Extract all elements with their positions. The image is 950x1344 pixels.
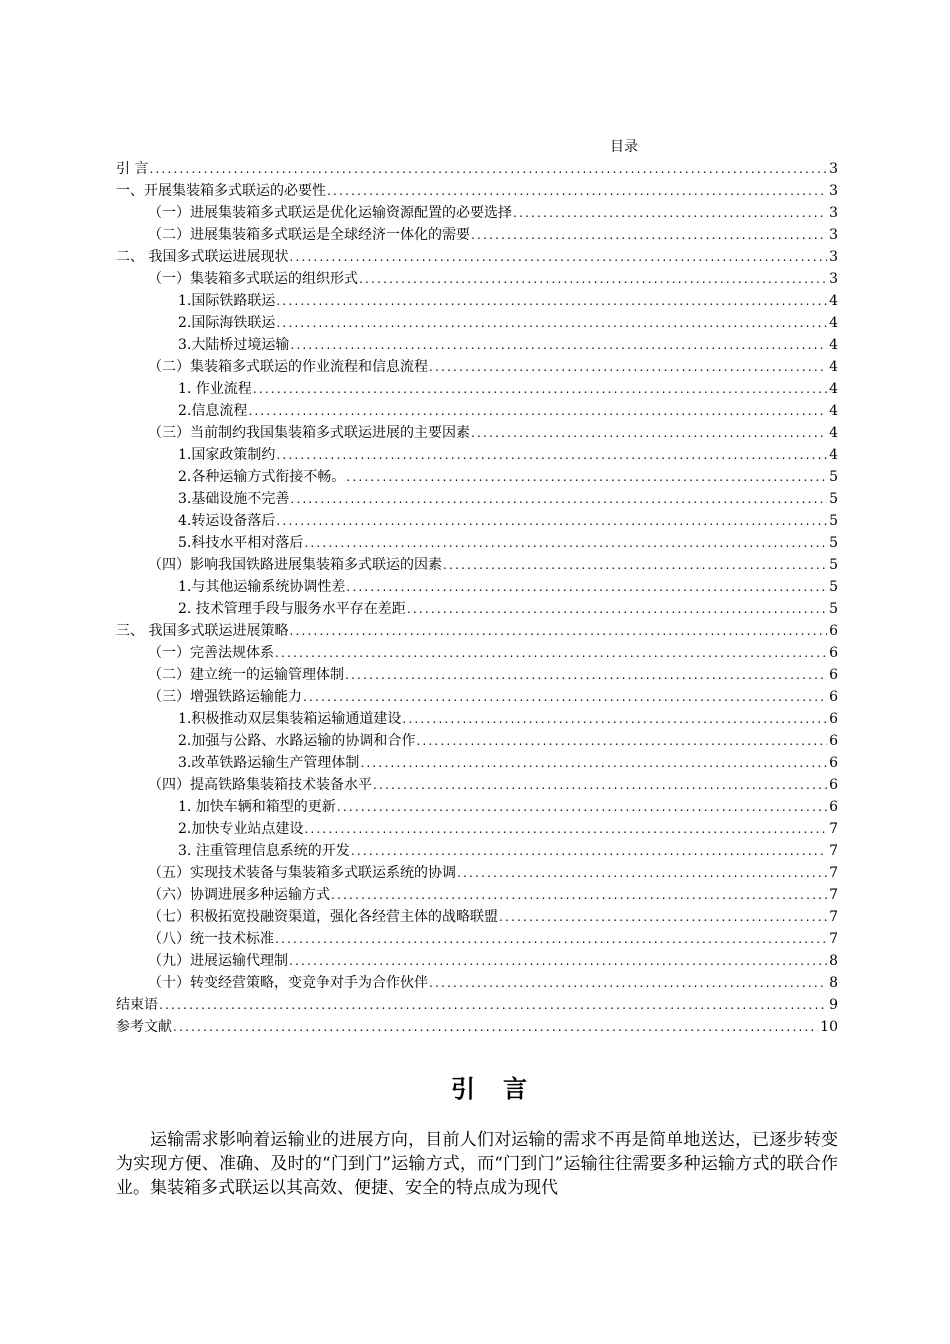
toc-leader-dots [149,159,827,179]
toc-page-number: 5 [829,469,838,485]
toc-page-number: 4 [829,403,838,419]
toc-entry-text: 2.加强与公路、水路运输的协调和合作 [178,733,416,749]
toc-entry-text: 4.转运设备落后 [178,513,276,529]
toc-entry-text: 3.大陆桥过境运输 [178,337,290,353]
toc-entry[interactable] [116,795,838,817]
toc-entry-text: 3.改革铁路运输生产管理体制 [178,755,360,771]
toc-entry-text: 2.加快专业站点建设 [178,821,304,837]
toc-entry-text: 2.信息流程 [178,403,248,419]
toc-entry-text: 3. 注重管理信息系统的开发 [178,843,350,859]
toc-entry[interactable] [116,509,838,531]
toc-entry[interactable] [116,993,838,1015]
toc-page-number: 3 [829,227,838,243]
toc-page-number: 3 [829,161,838,177]
toc-entry[interactable] [116,883,838,905]
toc-entry-text: 1.与其他运输系统协调性差 [178,579,346,595]
toc-entry-text: （二）建立统一的运输管理体制 [148,667,344,683]
toc-entry[interactable] [116,421,838,443]
toc-page-number: 3 [829,271,838,287]
toc-leader-dots [360,753,827,773]
toc-entry-text: 2. 技术管理手段与服务水平存在差距 [178,601,406,617]
toc-page-number: 6 [829,755,838,771]
toc-page-number: 4 [829,315,838,331]
toc-entry-text: 2.各种运输方式衔接不畅。 [178,469,346,485]
toc-page-number: 6 [829,645,838,661]
section-heading: 引言 [451,1074,555,1103]
toc-page-number: 4 [829,447,838,463]
toc-entry-text: 2.国际海铁联运 [178,315,276,331]
toc-entry[interactable] [116,641,838,663]
toc-entry[interactable] [116,531,838,553]
toc-leader-dots [407,599,827,619]
toc-page-number: 6 [829,777,838,793]
toc-page-number: 6 [829,623,838,639]
toc-entry[interactable] [116,399,838,421]
toc-entry-text: （二）集装箱多式联运的作业流程和信息流程 [148,359,428,375]
toc-page-number: 9 [829,997,838,1013]
toc-leader-dots [289,621,827,641]
toc-entry[interactable] [116,487,838,509]
toc-page-number: 10 [820,1019,838,1035]
toc-entry-text: 二、 我国多式联运进展现状 [116,249,289,265]
toc-page-number: 5 [829,601,838,617]
toc-leader-dots [346,467,827,487]
toc-entry-text: 1.国家政策制约 [178,447,276,463]
toc-leader-dots [253,379,827,399]
toc-leader-dots [275,929,827,949]
toc-page-number: 7 [829,821,838,837]
toc-page-number: 8 [829,975,838,991]
toc-entry[interactable] [116,707,838,729]
toc-page-number: 5 [829,535,838,551]
toc-leader-dots [345,665,827,685]
toc-leader-dots [289,247,827,267]
toc-entry-text: 1.积极推动双层集装箱运输通道建设 [178,711,402,727]
toc-page-number: 4 [829,359,838,375]
toc-leader-dots [471,423,827,443]
toc-entry[interactable] [116,751,838,773]
toc-leader-dots [303,687,827,707]
toc-entry[interactable] [116,773,838,795]
toc-entry-text: 1. 加快车辆和箱型的更新 [178,799,336,815]
toc-leader-dots [327,181,827,201]
toc-entry[interactable] [116,597,838,619]
toc-entry-text: （三）增强铁路运输能力 [148,689,302,705]
toc-entry-text: （一）完善法规体系 [148,645,274,661]
toc-entry[interactable] [116,619,838,641]
toc-leader-dots [373,775,827,795]
toc-entry[interactable] [116,553,838,575]
toc-leader-dots [351,841,827,861]
toc-page-number: 8 [829,953,838,969]
toc-page-number: 7 [829,931,838,947]
toc-page-number: 7 [829,865,838,881]
table-of-contents [116,157,838,1037]
toc-leader-dots [429,973,827,993]
toc-page-number: 4 [829,293,838,309]
toc-page-number: 5 [829,491,838,507]
toc-entry-text: （八）统一技术标准 [148,931,274,947]
toc-leader-dots [275,643,827,663]
toc-entry[interactable] [116,443,838,465]
toc-entry[interactable] [116,861,838,883]
toc-title: 目录 [610,139,638,155]
toc-entry-text: （一）集装箱多式联运的组织形式 [148,271,358,287]
toc-entry-text: （十）转变经营策略，变竞争对手为合作伙伴 [148,975,428,991]
toc-entry-text: （三）当前制约我国集装箱多式联运进展的主要因素 [148,425,470,441]
toc-entry[interactable] [116,663,838,685]
toc-entry-text: （九）进展运输代理制 [148,953,288,969]
toc-leader-dots [337,797,827,817]
toc-entry-text: （四）影响我国铁路进展集装箱多式联运的因素 [148,557,442,573]
toc-entry-text: （二）进展集装箱多式联运是全球经济一体化的需要 [148,227,470,243]
toc-entry-text: （一）进展集装箱多式联运是优化运输资源配置的必要选择 [148,205,512,221]
toc-page-number: 5 [829,579,838,595]
toc-entry-text: 一、开展集装箱多式联运的必要性 [116,183,326,199]
toc-leader-dots [304,819,827,839]
toc-entry[interactable] [116,927,838,949]
toc-entry[interactable] [116,355,838,377]
toc-leader-dots [402,709,827,729]
toc-entry-text: 1.国际铁路联运 [178,293,276,309]
toc-entry[interactable] [116,377,838,399]
toc-entry-text: 5.科技水平相对落后 [178,535,304,551]
toc-entry[interactable] [116,201,838,223]
toc-leader-dots [276,445,827,465]
toc-page-number: 6 [829,711,838,727]
toc-page-number: 3 [829,249,838,265]
toc-entry[interactable] [116,289,838,311]
toc-entry[interactable] [116,729,838,751]
toc-entry[interactable] [116,685,838,707]
toc-leader-dots [416,731,827,751]
toc-leader-dots [276,511,827,531]
toc-entry-text: （五）实现技术装备与集装箱多式联运系统的协调 [148,865,456,881]
toc-entry-text: 3.基础设施不完善 [178,491,290,507]
toc-entry[interactable] [116,949,838,971]
toc-leader-dots [304,533,827,553]
toc-entry[interactable] [116,465,838,487]
toc-entry[interactable] [116,223,838,245]
toc-entry[interactable] [116,905,838,927]
toc-leader-dots [276,313,827,333]
toc-page-number: 4 [829,381,838,397]
toc-page-number: 5 [829,513,838,529]
toc-page-number: 6 [829,667,838,683]
toc-leader-dots [173,1017,818,1037]
toc-leader-dots [331,885,827,905]
toc-page-number: 6 [829,689,838,705]
toc-entry[interactable] [116,179,838,201]
toc-entry-text: 三、 我国多式联运进展策略 [116,623,289,639]
toc-page-number: 5 [829,557,838,573]
toc-leader-dots [471,225,827,245]
toc-page-number: 7 [829,887,838,903]
toc-entry[interactable] [116,839,838,861]
toc-leader-dots [429,357,827,377]
toc-entry-text: （六）协调进展多种运输方式 [148,887,330,903]
toc-leader-dots [289,951,827,971]
toc-entry-text: （七）积极拓宽投融资渠道，强化各经营主体的战略联盟 [148,909,498,925]
toc-leader-dots [248,401,827,421]
toc-entry-text: 参考文献 [116,1019,172,1035]
toc-leader-dots [276,291,827,311]
toc-leader-dots [499,907,827,927]
toc-entry[interactable] [116,1015,838,1037]
section-paragraph: 运输需求影响着运输业的进展方向，目前人们对运输的需求不再是简单地送达，已逐步转变为实现方便、准确、及时的“门到门”运输方式，而“门到门”运输往往需要多种运输方式的联合作业。集装箱多式联运以其高效、便捷、安全的特点成为现代 [116,1130,838,1198]
toc-entry-text: 1. 作业流程 [178,381,252,397]
toc-leader-dots [359,269,827,289]
toc-entry-text: 引 言 [116,161,149,177]
toc-entry-text: （四）提高铁路集装箱技术装备水平 [148,777,372,793]
toc-entry-text: 结束语 [116,997,158,1013]
toc-entry[interactable] [116,575,838,597]
toc-leader-dots [290,489,827,509]
toc-page-number: 4 [829,337,838,353]
toc-entry[interactable] [116,333,838,355]
toc-leader-dots [346,577,827,597]
toc-page-number: 6 [829,799,838,815]
toc-page-number: 3 [829,183,838,199]
toc-entry[interactable] [116,245,838,267]
toc-entry[interactable] [116,817,838,839]
toc-leader-dots [457,863,827,883]
toc-page-number: 7 [829,843,838,859]
toc-leader-dots [513,203,827,223]
toc-page-number: 4 [829,425,838,441]
toc-leader-dots [159,995,827,1015]
toc-entry[interactable] [116,157,838,179]
toc-leader-dots [443,555,827,575]
toc-entry[interactable] [116,971,838,993]
toc-entry[interactable] [116,267,838,289]
toc-entry[interactable] [116,311,838,333]
toc-page-number: 3 [829,205,838,221]
toc-page-number: 6 [829,733,838,749]
toc-leader-dots [290,335,827,355]
toc-page-number: 7 [829,909,838,925]
